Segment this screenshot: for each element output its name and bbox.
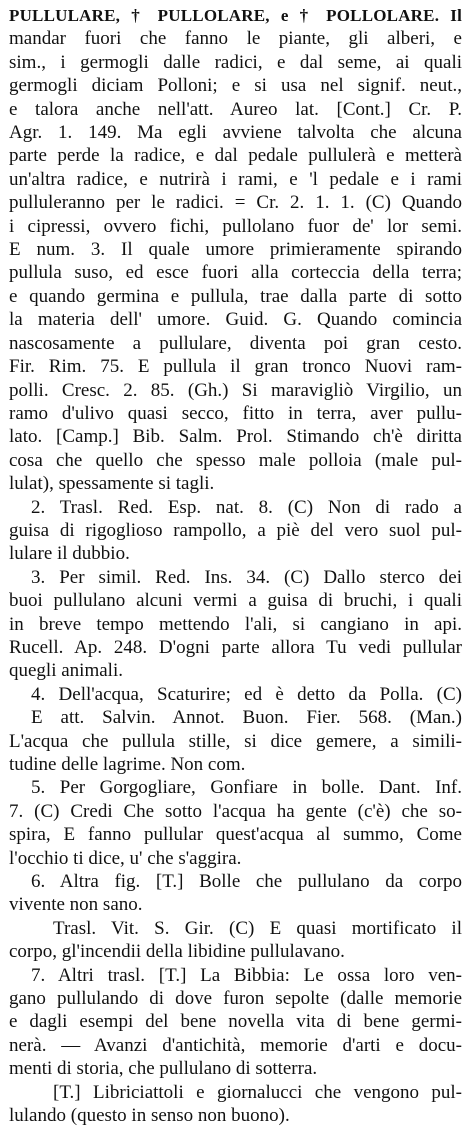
text-line: lulando (questo in senso non buono). [9,1105,290,1127]
sense-4-line: 4. Dell'acqua, Scaturire; ed è detto da Polla. (C) [31,683,462,705]
text-line: spira, E fanno pullular quest'acqua al summo, Come [9,824,462,846]
text-line: lulat), spessamente si tagli. [9,473,215,495]
sense-3-line: 3. Per simil. Red. Ins. 34. (C) Dallo sterco dei [31,566,462,588]
text-line: cosa che quello che spesso male polloia (male pul- [9,449,462,471]
text-line: L'acqua che pullula stille, si dice gemere, a simili- [9,730,462,752]
text-line: polli. Cresc. 2. 85. (Gh.) Si maravigliò Virgilio, un [9,379,462,401]
text-line: Rucell. Ap. 248. D'ogni parte allora Tu vedi pullular [9,636,462,658]
sense-2-line: 2. Trasl. Red. Esp. nat. 8. (C) Non di rado a [31,496,462,518]
sense-7-line: 7. Altri trasl. [T.] La Bibbia: Le ossa loro ven- [31,964,462,986]
text-line: in breve tempo mettendo l'ali, si cangiano in api. [9,613,462,635]
subsense-line: Trasl. Vit. S. Gir. (C) E quasi mortificato il [53,917,462,939]
text-line: germogli diciam Polloni; e si usa nel signif. neut., [9,75,462,97]
text-line: nascosamente a pullulare, diventa poi gran cesto. [9,332,462,354]
text-line: e quando germina e pullula, trae dalla parte di sotto [9,285,462,307]
subsense-line: [T.] Libriciattoli e giornalucci che vengono pul- [53,1081,462,1103]
text-line: e talora anche nell'att. Aureo lat. [Cont.] Cr. P. [9,98,462,120]
text-line: pullula suso, ed esce fuori alla corteccia della terra; [9,262,462,284]
text-line: menti di storia, che pullulano di sotterra. [9,1058,318,1080]
text-line: un'altra radice, e nutrirà i rami, e 'l pedale e i rami [9,168,462,190]
sense-6-line: 6. Altra fig. [T.] Bolle che pullulano da corpo [31,871,462,893]
text-line: lato. [Camp.] Bib. Salm. Prol. Stimando ch'è diritta [9,426,462,448]
text-line: 7. (C) Credi Che sotto l'acqua ha gente (c'è) che so- [9,800,462,822]
text-line: mandar fuori che fanno le piante, gli alberi, e [9,28,462,50]
text-line: gano pullulando di dove furon sepolte (dalle memorie [9,988,462,1010]
text-line: la materia dell' umore. Guid. G. Quando comincia [9,309,462,331]
entry-headline: PULLULARE, † PULLOLARE, e † POLLOLARE. Il [9,6,462,25]
text-line: e dagli esempi del bene novella vita di bene germi- [9,1011,462,1033]
text-line: sim., i germogli dalle radici, e dal seme, ai quali [9,51,462,73]
text-line: E att. Salvin. Annot. Buon. Fier. 568. (Man.) [31,707,462,729]
text-line: ramo d'ulivo quasi secco, fitto in terra, aver pullu- [9,402,462,424]
text-line: parte perde la radice, e dal pedale pullulerà e metterà [9,145,462,167]
text-line: quegli animali. [9,660,123,682]
sense-5-line: 5. Per Gorgogliare, Gonfiare in bolle. Dant. Inf. [31,777,462,799]
text-line: pulluleranno per le radici. = Cr. 2. 1. 1. (C) Quando [9,192,462,214]
text-line: vivente non sano. [9,894,143,916]
text-line: buoi pullulano alcuni vermi a guisa di bruchi, i quali [9,590,462,612]
text-line: corpo, gl'incendii della libidine pullulavano. [9,941,345,963]
text-line: tudine delle lagrime. Non com. [9,754,246,775]
text-line: l'occhio ti dice, u' che s'aggira. [9,847,242,869]
text-line: E num. 3. Il quale umore primieramente spirando [9,239,462,261]
text-line: guisa di rigoglioso rampollo, a piè del vero suol pul- [9,519,462,541]
text-line: Fir. Rim. 75. E pullula il gran tronco Nuovi ram- [9,356,462,378]
text-line: lulare il dubbio. [9,543,130,565]
text-line: Agr. 1. 149. Ma egli avviene talvolta che alcuna [9,122,462,144]
text-line: i cipressi, ovvero fichi, pullolano fuor de' lor semi. [9,215,462,237]
text-line: nerà. — Avanzi d'antichità, memorie d'arti e docu- [9,1034,462,1056]
